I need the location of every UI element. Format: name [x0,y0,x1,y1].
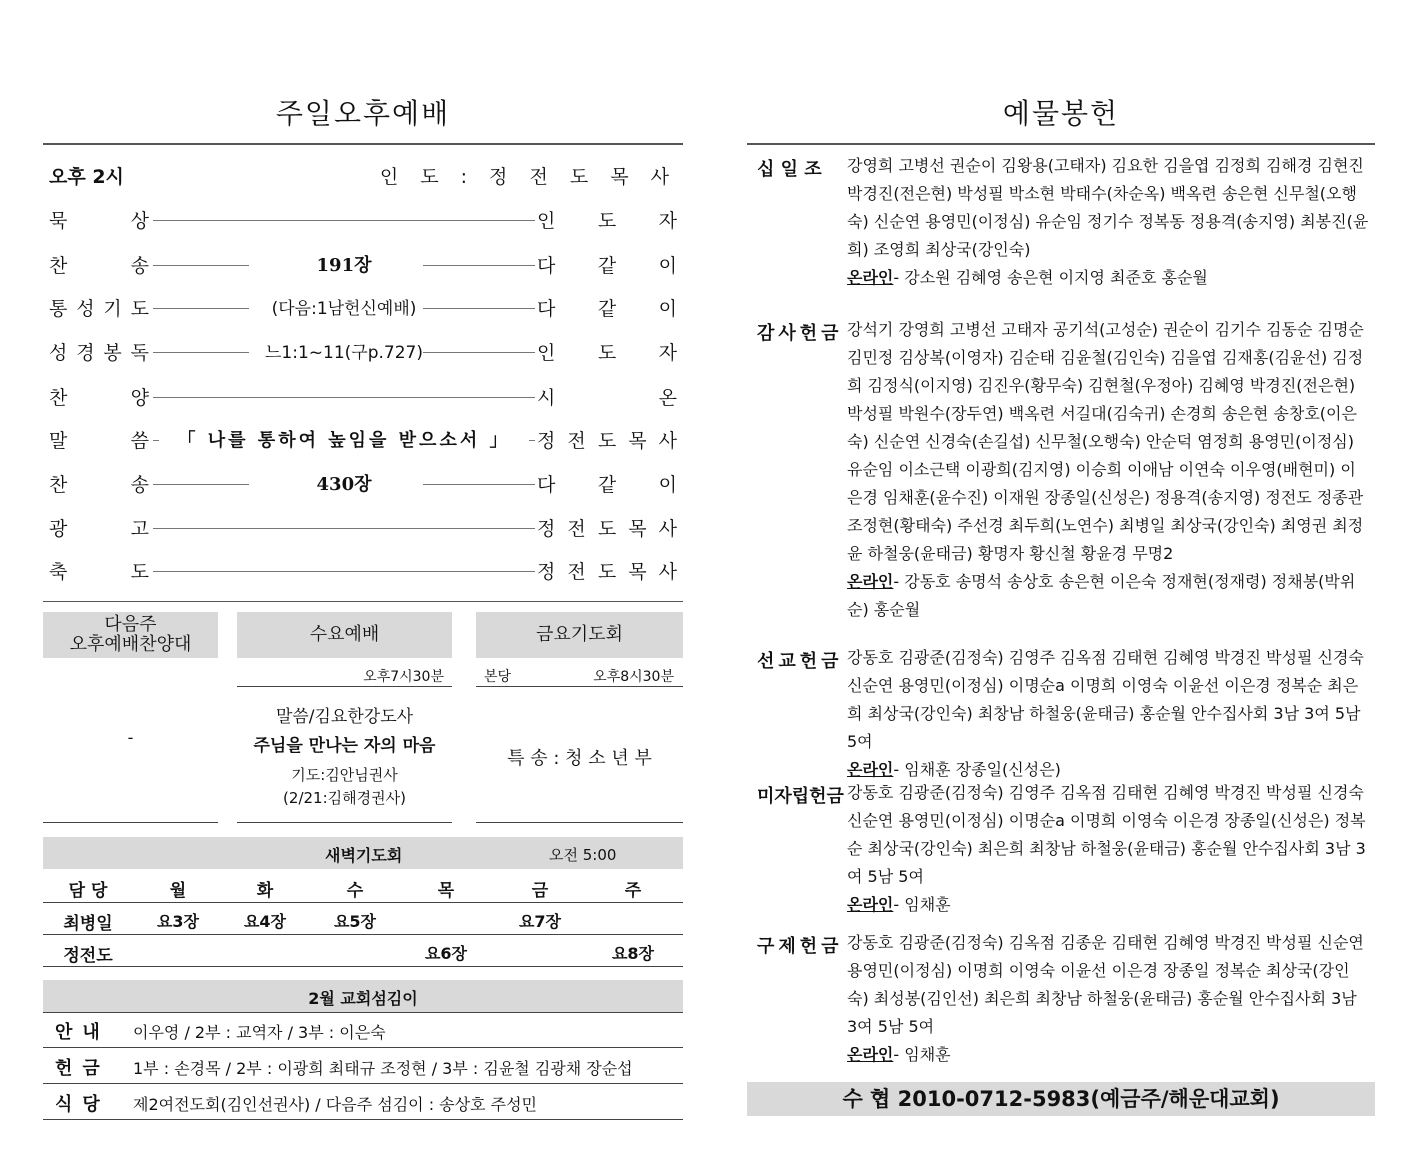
wednesday-prayer-next: (2/21:김해경권사) [283,789,406,807]
dawn-leader: 정전도 [63,946,113,966]
dawn-cell: 요6장 [424,944,468,963]
dawn-cell: 요7장 [518,912,562,931]
order-item: 묵 상 [49,210,149,232]
offering-names: 강석기 강영희 고병선 고태자 공기석(고성순) 권순이 김기수 김동순 김명순 김민정 김상복(이영자) 김순태 김윤철(김인숙) 김을엽 김재홍(김윤선) 김정희 김정식(이지영) 김진우(황무숙) 김현철(우정아) 김혜영 박경진(전은현) 박성필 박원수(장두연) 백옥련 서길대(김숙귀) 손경희 송은현 송창호(이은숙) 신순연 신경숙(손길섭) 신무철(오행숙) 안순덕 염정희 용영민(이정심) 유순임 이소근택 이광희(김지영) 이승희 이애남 이연숙 이우영(배현미) 이은경 임채훈(윤수진) 이재원 장종일(신성은) 정용격(송지영) 정전도 정종관 조정현(황태숙) 주선경 최두희(노연수) 최병일 최상국(강인숙) 최영권 최정윤 하철웅(윤태금) 황명자 황신철 황윤경 무명2 [847,320,1364,563]
order-item: 찬 송 [49,474,149,496]
dawn-header-cell: 목 [437,881,455,901]
order-content: 느1:1~11(구p.727) [265,343,423,363]
volunteer-role: 안내 [55,1022,110,1043]
dawn-cell: 요3장 [156,912,200,931]
friday-box-bottom [476,822,683,823]
leader-line [153,397,535,398]
order-row [49,251,677,281]
order-row [49,470,677,500]
order-item: 성 경 봉 독 [49,342,149,364]
order-item: 찬 양 [49,387,149,409]
service-time: 오후 2시 [49,166,124,188]
dawn-prayer-header [43,837,683,869]
dawn-row [43,935,683,967]
wednesday-sermon: 말씀/김요한강도사 [275,707,414,727]
friday-special-song: 특 송 : 청 소 년 부 [507,748,652,769]
dawn-cell: 요5장 [333,912,377,931]
offering-category: 감사헌금 [757,323,843,344]
volunteer-row [43,1012,683,1048]
dawn-cell: 요4장 [243,912,287,931]
leader-line [153,571,535,572]
offering-names: 강동호 김광준(김정숙) 김옥점 김종운 김태현 김혜영 박경진 박성필 신순연 용영민(이정심) 이명희 이영숙 이윤선 이은경 장종일 정복순 최상국(강인숙) 최성봉(김인선) 최은희 최창남 하철웅(윤태금) 홍순월 안수집사회 3남 3여 5남 5여 [847,933,1364,1036]
online-line [847,891,1369,919]
online-line [847,1041,1369,1069]
leader-line [153,220,535,221]
dawn-header-cell: 수 [346,881,364,901]
wednesday-time: 오후7시30분 [363,669,444,685]
offering-entry [847,929,1369,1069]
online-label: 온라인 [847,572,894,591]
wednesday-prayer: 기도:김안님권사 [291,766,398,784]
order-content: (다음:1남헌신예배) [271,299,417,319]
online-names: - 강동호 송명석 송상호 송은현 이은숙 정재현(정재령) 정채봉(박위순) 홍순월 [847,572,1356,619]
offering-category: 선교헌금 [757,651,843,672]
leader-line [153,528,535,529]
online-label: 온라인 [847,1045,894,1064]
order-person: 인 도 자 [537,210,677,232]
bank-account: 수 협 2010-0712-5983(예금주/해운대교회) [747,1082,1375,1116]
order-person: 인 도 자 [537,342,677,364]
order-content: 「 나를 통하여 높임을 받으소서 」 [159,426,529,452]
offering-entry [847,316,1369,624]
dawn-header-cell: 화 [256,881,274,901]
order-person: 정 전 도 목 사 [537,518,677,540]
dawn-title: 새벽기도회 [325,846,403,865]
wednesday-time-rule [237,686,452,687]
friday-time-rule [476,686,683,687]
volunteer-role: 식당 [55,1094,110,1115]
order-row [49,426,677,456]
online-names: - 임채훈 [893,895,951,914]
choir-value: - [127,728,134,747]
volunteer-names: 제2여전도회(김인선권사) / 다음주 섬김이 : 송상호 주성민 [133,1095,537,1114]
friday-time: 오후8시30분 [593,669,674,685]
sunday-afternoon-service-panel [43,0,683,1156]
friday-title: 금요기도회 [536,624,623,645]
volunteer-row [43,1084,683,1120]
volunteers-title: 2월 교회섬김이 [308,989,418,1008]
order-divider [43,601,683,602]
service-header [49,162,677,192]
online-line [847,264,1369,292]
offering-names: 강동호 김광준(김정숙) 김영주 김옥점 김태현 김혜영 박경진 박성필 신경숙 신순연 용영민(이정심) 이명순a 이명희 이영숙 이은경 장종일(신성은) 정복순 최상국(강인숙) 최은희 최창남 하철웅(윤태금) 홍순월 안수집사회 3남 3여 5남 5여 [847,783,1366,886]
dawn-leader: 최병일 [63,914,113,934]
dawn-time: 오전 5:00 [549,846,617,864]
order-item: 축 도 [49,561,149,583]
service-leader: 인 도 : 정 전 도 목 사 [379,166,677,188]
order-row [49,294,677,324]
offerings-panel [747,0,1375,1156]
order-row [49,383,677,413]
order-person: 정 전 도 목 사 [537,561,677,583]
order-person: 다 같 이 [537,298,677,320]
friday-place: 본당 [484,669,512,685]
dawn-header-cell: 담 당 [68,881,108,901]
choir-title-line1: 다음주 [104,614,157,635]
online-names: - 강소원 김혜영 송은현 이지영 최준호 홍순월 [893,268,1208,287]
friday-box-header [476,612,683,658]
offering-entry [847,644,1369,784]
order-item: 통 성 기 도 [49,298,149,320]
offering-names: 강영희 고병선 권순이 김왕용(고태자) 김요한 김을엽 김정희 김해경 김현진 박경진(전은현) 박성필 박소현 박태수(차순옥) 백옥련 송은현 신무철(오행숙) 신순연 용영민(이정심) 유순임 정기수 정복동 정용격(송지영) 최봉진(윤 희) 조영희 최상국(강인숙) [847,156,1369,259]
offering-entry [847,152,1369,292]
dawn-header-cell: 금 [531,881,549,901]
wednesday-sermon-title: 주님을 만나는 자의 마음 [253,736,436,756]
dawn-cell: 요8장 [611,944,655,963]
offerings-title: 예물봉헌 [1002,97,1120,130]
dawn-header-cell: 월 [169,881,187,901]
volunteer-role: 헌금 [55,1058,110,1079]
order-row [49,557,677,587]
title-divider [43,143,683,145]
online-line [847,568,1369,624]
dawn-header-cell: 주 [624,881,642,901]
order-person: 다 같 이 [537,474,677,496]
online-label: 온라인 [847,895,894,914]
page-title: 주일오후예배 [275,97,451,130]
offering-category: 미자립헌금 [757,786,844,807]
offering-category: 구제헌금 [757,936,843,957]
choir-title-line2: 오후예배찬양대 [69,634,192,655]
order-row [49,514,677,544]
volunteer-names: 이우영 / 2부 : 교역자 / 3부 : 이은숙 [133,1023,386,1042]
online-names: - 임채훈 장종일(신성은) [893,760,1061,779]
offerings-divider [747,143,1375,145]
online-label: 온라인 [847,268,894,287]
order-person: 다 같 이 [537,255,677,277]
volunteer-names: 1부 : 손경목 / 2부 : 이광희 최태규 조정현 / 3부 : 김윤철 김광채 장순섭 [133,1059,633,1078]
order-person: 정 전 도 목 사 [537,430,677,452]
online-label: 온라인 [847,760,894,779]
offering-entry [847,779,1369,919]
order-item: 찬 송 [49,255,149,277]
offering-names: 강동호 김광준(김정숙) 김영주 김옥점 김태현 김혜영 박경진 박성필 신경숙 신순연 용영민(이정심) 이명순a 이명희 이영숙 이윤선 이은경 정복순 최은희 최상국(강인숙) 최창남 하철웅(윤태금) 홍순월 안수집사회 3남 3여 5남 5여 [847,648,1364,751]
online-names: - 임채훈 [893,1045,951,1064]
order-item: 광 고 [49,518,149,540]
dawn-row [43,870,683,903]
dawn-row [43,903,683,935]
wednesday-box-header [237,612,452,658]
offering-category: 십 일 조 [757,159,822,180]
order-person: 시 온 [537,387,677,409]
volunteers-header [43,980,683,1012]
choir-box-header [43,612,218,658]
order-row [49,338,677,368]
choir-box-bottom [43,822,218,823]
volunteer-row [43,1048,683,1084]
order-content: 191장 [316,255,372,276]
order-content: 430장 [316,474,372,495]
order-item: 말 씀 [49,430,149,452]
order-row [49,206,677,236]
wednesday-title: 수요예배 [309,624,380,645]
wednesday-box-bottom [237,822,452,823]
